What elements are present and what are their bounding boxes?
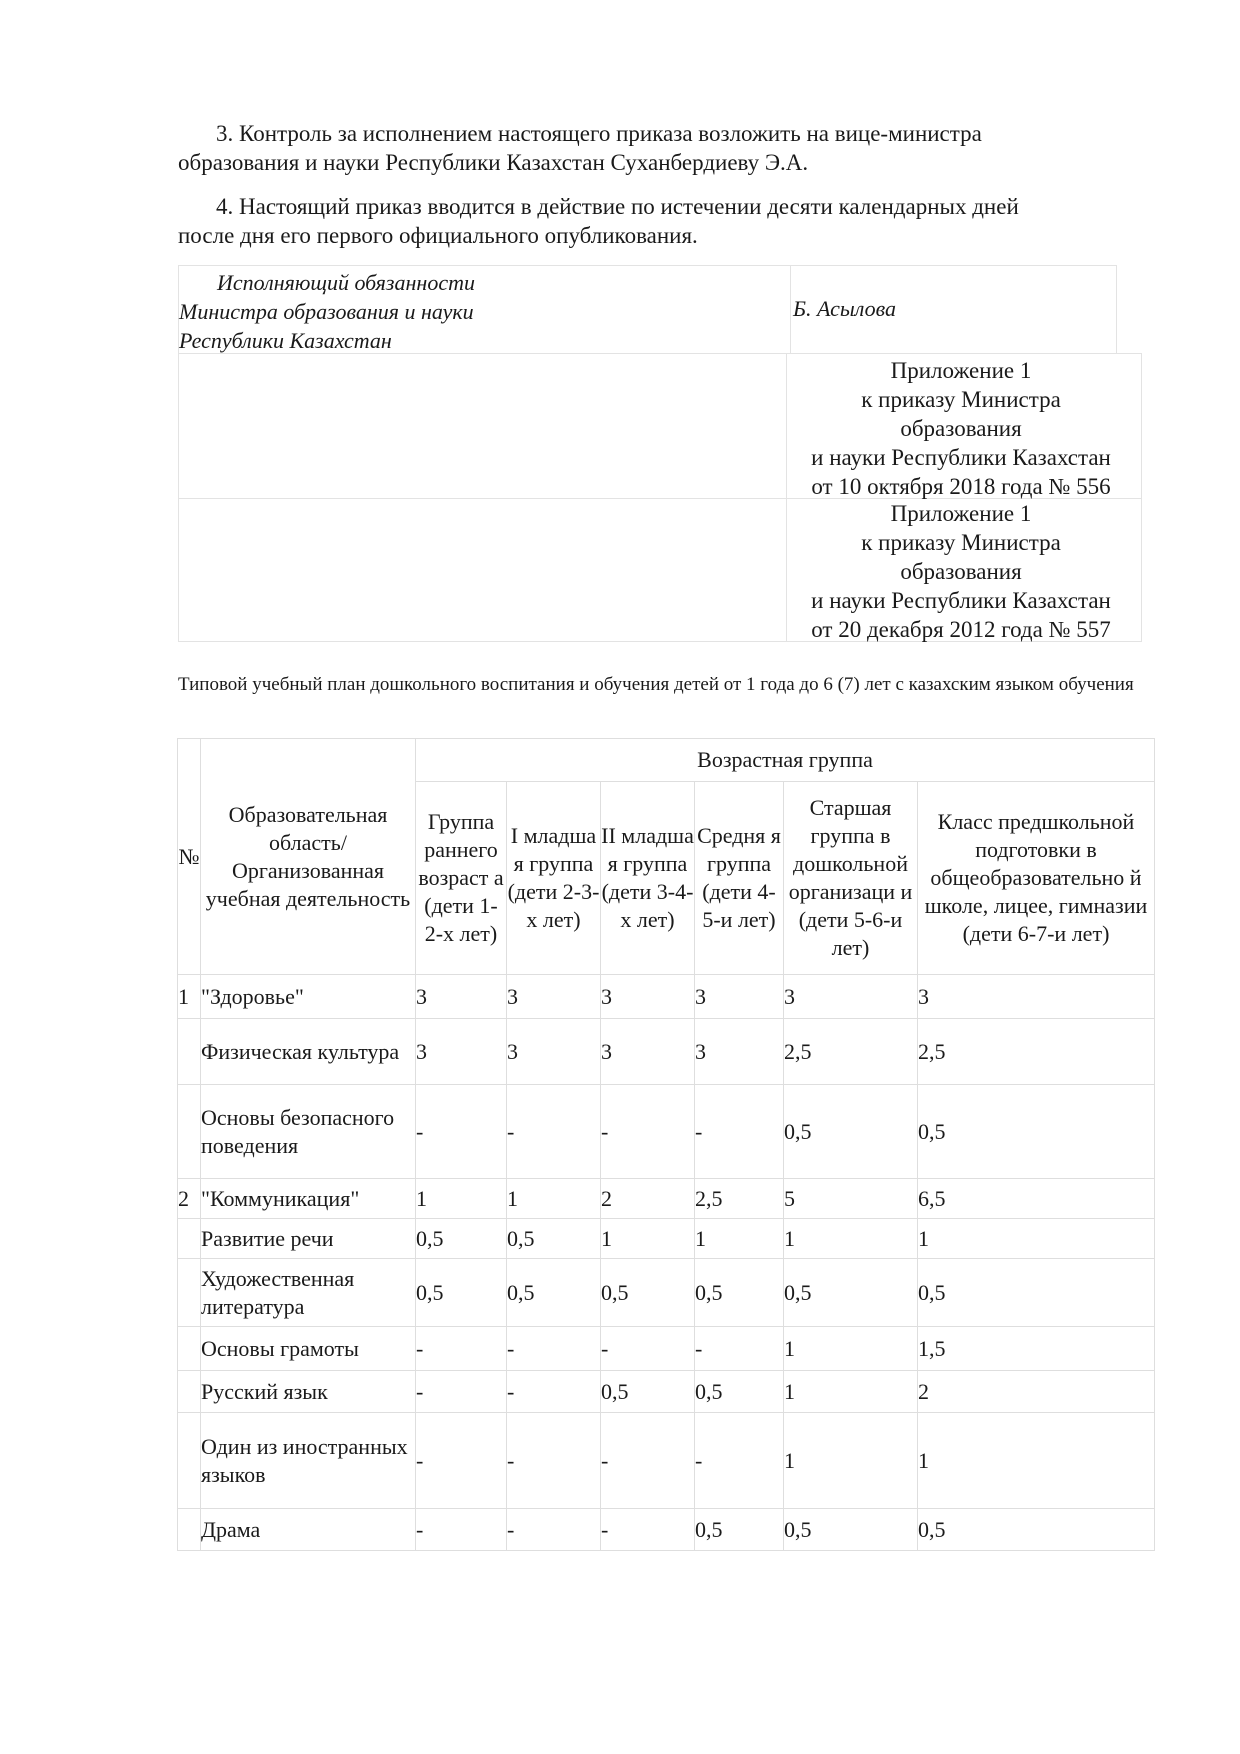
signature-divider — [790, 266, 791, 354]
row-hours: 0,5 — [601, 1371, 695, 1413]
row-hours: - — [507, 1509, 601, 1551]
row-hours: 6,5 — [918, 1179, 1155, 1219]
row-hours: 1 — [918, 1219, 1155, 1259]
table-row — [178, 975, 1155, 1019]
signatory-position-line-2: Министра образования и науки — [179, 299, 474, 324]
row-hours: - — [416, 1327, 507, 1371]
appendix-1-line-5: от 10 октября 2018 года № 556 — [811, 474, 1111, 499]
row-hours: 3 — [695, 1019, 784, 1085]
appendix-1-block — [178, 353, 1142, 499]
header-group-senior: Старшая группа в дошкольной организаци и (дети 5-6-и лет) — [784, 782, 918, 975]
signature-block — [178, 265, 1117, 354]
row-hours: 0,5 — [601, 1259, 695, 1327]
row-hours: 1 — [601, 1219, 695, 1259]
signatory-position — [179, 268, 789, 355]
row-hours: 1 — [784, 1371, 918, 1413]
row-hours: - — [416, 1509, 507, 1551]
signatory-position-line-1: Исполняющий обязанности — [217, 270, 475, 295]
row-hours: 5 — [784, 1179, 918, 1219]
table-row — [178, 1259, 1155, 1327]
table-row — [178, 1085, 1155, 1179]
signatory-name: Б. Асылова — [793, 296, 897, 321]
row-hours: 0,5 — [695, 1371, 784, 1413]
row-hours: 0,5 — [416, 1259, 507, 1327]
row-hours: - — [416, 1413, 507, 1509]
curriculum-table — [177, 738, 1155, 1551]
row-hours: 0,5 — [507, 1259, 601, 1327]
row-subject: Основы грамоты — [201, 1327, 416, 1371]
appendix-2-line-3: образования — [900, 559, 1022, 584]
curriculum-title: Типовой учебный план дошкольного воспитания и обучения детей от 1 года до 6 (7) лет с казахским языком обучения — [178, 674, 1134, 695]
paragraph-4-line-2: после дня его первого официального опубликования. — [178, 223, 698, 248]
row-hours: 0,5 — [695, 1259, 784, 1327]
paragraph-3-line-1: 3. Контроль за исполнением настоящего приказа возложить на вице-министра — [216, 121, 982, 146]
row-hours: 0,5 — [507, 1219, 601, 1259]
table-row — [178, 1509, 1155, 1551]
table-row — [178, 1413, 1155, 1509]
row-number — [178, 1413, 201, 1509]
row-hours: 0,5 — [784, 1259, 918, 1327]
header-group-preschool-class: Класс предшкольной подготовки в общеобразовательно й школе, лицее, гимназии (дети 6-7-и лет) — [918, 782, 1155, 975]
appendix-2-line-5: от 20 декабря 2012 года № 557 — [811, 617, 1111, 642]
row-hours: 3 — [507, 975, 601, 1019]
row-subject: Физическая культура — [201, 1019, 416, 1085]
header-number: № — [178, 739, 201, 975]
row-hours: 3 — [784, 975, 918, 1019]
header-group-early: Группа раннего возраст а (дети 1-2-х лет) — [416, 782, 507, 975]
appendix-1-line-4: и науки Республики Казахстан — [811, 445, 1111, 470]
table-row — [178, 1179, 1155, 1219]
row-hours: 1 — [784, 1219, 918, 1259]
row-hours: 0,5 — [918, 1085, 1155, 1179]
row-hours: 1 — [507, 1179, 601, 1219]
row-hours: - — [601, 1509, 695, 1551]
row-subject: Основы безопасного поведения — [201, 1085, 416, 1179]
row-hours: 2 — [601, 1179, 695, 1219]
row-hours: 1 — [918, 1413, 1155, 1509]
row-number — [178, 1085, 201, 1179]
row-hours: 0,5 — [918, 1259, 1155, 1327]
table-row — [178, 1019, 1155, 1085]
header-age-group: Возрастная группа — [416, 739, 1155, 782]
header-education-area: Образовательная область/ Организованная учебная деятельность — [201, 739, 416, 975]
appendix-1-line-1: Приложение 1 — [890, 358, 1032, 383]
row-subject: Развитие речи — [201, 1219, 416, 1259]
row-number: 2 — [178, 1179, 201, 1219]
row-number — [178, 1259, 201, 1327]
paragraph-3-line-2: образования и науки Республики Казахстан Суханбердиеву Э.А. — [178, 150, 809, 175]
paragraph-4 — [178, 192, 1113, 250]
row-hours: 2,5 — [784, 1019, 918, 1085]
row-hours: - — [416, 1085, 507, 1179]
row-hours: 2,5 — [918, 1019, 1155, 1085]
row-subject: Драма — [201, 1509, 416, 1551]
row-number — [178, 1327, 201, 1371]
row-subject: Один из иностранных языков — [201, 1413, 416, 1509]
row-hours: - — [507, 1413, 601, 1509]
appendix-2-line-1: Приложение 1 — [890, 501, 1032, 526]
appendix-1-line-3: образования — [900, 416, 1022, 441]
row-hours: 3 — [601, 1019, 695, 1085]
row-hours: 3 — [695, 975, 784, 1019]
row-hours: - — [507, 1085, 601, 1179]
row-hours: - — [507, 1371, 601, 1413]
appendix-2-line-4: и науки Республики Казахстан — [811, 588, 1111, 613]
row-subject: "Здоровье" — [201, 975, 416, 1019]
paragraph-4-line-1: 4. Настоящий приказ вводится в действие по истечении десяти календарных дней — [216, 194, 1019, 219]
row-number: 1 — [178, 975, 201, 1019]
table-row — [178, 1327, 1155, 1371]
row-hours: 1 — [784, 1327, 918, 1371]
row-hours: - — [601, 1413, 695, 1509]
row-hours: - — [601, 1085, 695, 1179]
row-hours: 3 — [507, 1019, 601, 1085]
row-hours: - — [695, 1413, 784, 1509]
row-hours: - — [695, 1327, 784, 1371]
row-hours: - — [601, 1327, 695, 1371]
row-number — [178, 1371, 201, 1413]
row-hours: 0,5 — [695, 1509, 784, 1551]
row-hours: - — [507, 1327, 601, 1371]
row-subject: Художественная литература — [201, 1259, 416, 1327]
curriculum-table-body — [178, 975, 1155, 1551]
signatory-position-line-3: Республики Казахстан — [179, 328, 392, 353]
appendix-1-divider — [786, 354, 787, 498]
appendix-2-block — [178, 497, 1142, 642]
row-hours: - — [695, 1085, 784, 1179]
header-group-junior-2: II младша я группа (дети 3-4-х лет) — [601, 782, 695, 975]
row-hours: 2,5 — [695, 1179, 784, 1219]
row-hours: 0,5 — [416, 1219, 507, 1259]
row-hours: 1 — [695, 1219, 784, 1259]
row-number — [178, 1509, 201, 1551]
row-hours: 3 — [918, 975, 1155, 1019]
row-hours: 2 — [918, 1371, 1155, 1413]
row-hours: 0,5 — [784, 1509, 918, 1551]
row-subject: "Коммуникация" — [201, 1179, 416, 1219]
table-row — [178, 1219, 1155, 1259]
row-number — [178, 1019, 201, 1085]
row-hours: - — [416, 1371, 507, 1413]
appendix-2-text — [789, 499, 1133, 644]
table-row — [178, 1371, 1155, 1413]
row-hours: 3 — [416, 1019, 507, 1085]
row-hours: 1 — [784, 1413, 918, 1509]
appendix-2-line-2: к приказу Министра — [861, 530, 1061, 555]
row-hours: 1 — [416, 1179, 507, 1219]
row-hours: 0,5 — [918, 1509, 1155, 1551]
row-hours: 0,5 — [784, 1085, 918, 1179]
row-number — [178, 1219, 201, 1259]
row-hours: 1,5 — [918, 1327, 1155, 1371]
row-subject: Русский язык — [201, 1371, 416, 1413]
appendix-2-divider — [786, 497, 787, 641]
appendix-1-line-2: к приказу Министра — [861, 387, 1061, 412]
header-group-middle: Средня я группа (дети 4-5-и лет) — [695, 782, 784, 975]
paragraph-3 — [178, 119, 1113, 177]
row-hours: 3 — [416, 975, 507, 1019]
header-group-junior-1: I младша я группа (дети 2-3-х лет) — [507, 782, 601, 975]
row-hours: 3 — [601, 975, 695, 1019]
appendix-1-text — [789, 356, 1133, 501]
